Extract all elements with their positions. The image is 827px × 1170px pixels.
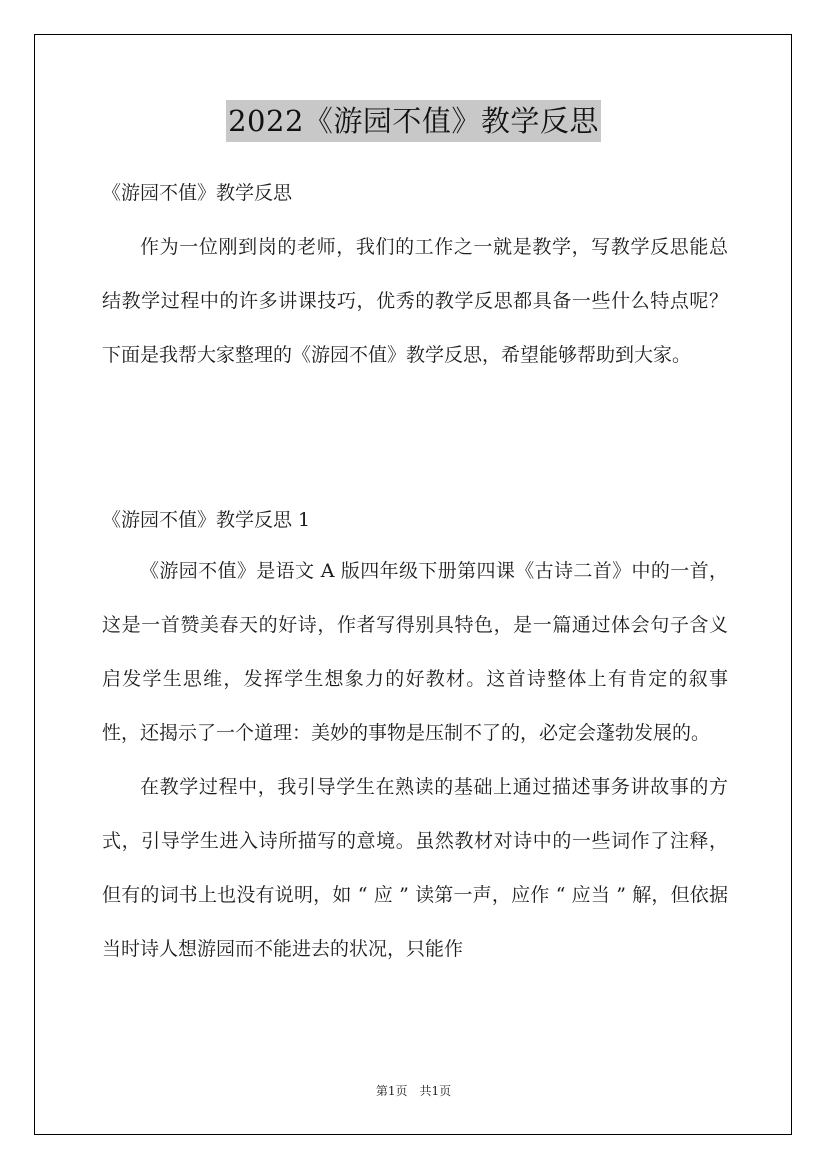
intro-section xyxy=(102,220,728,382)
intro-paragraph: 作为一位刚到岗的老师，我们的工作之一就是教学，写教学反思能总结教学过程中的许多讲课技巧，优秀的教学反思都具备一些什么特点呢？下面是我帮大家整理的《游园不值》教学反思，希望能够帮助到大家。 xyxy=(102,236,728,366)
section1-body xyxy=(102,544,728,976)
title-container xyxy=(0,100,827,142)
section1-paragraph-1: 《游园不值》是语文 A 版四年级下册第四课《古诗二首》中的一首，这是一首赞美春天的好诗，作者写得别具特色，是一篇通过体会句子含义启发学生思维，发挥学生想象力的好教材。这首诗整体上有肯定的叙事性，还揭示了一个道理：美妙的事物是压制不了的，必定会蓬勃发展的。 xyxy=(102,560,728,744)
section1-paragraph-2: 在教学过程中，我引导学生在熟读的基础上通过描述事务讲故事的方式，引导学生进入诗所描写的意境。虽然教材对诗中的一些词作了注释，但有的词书上也没有说明，如 “ 应 ” 读第一声，应作 “ 应当 ” 解，但依据当时诗人想游园而不能进去的状况，只能作 xyxy=(102,776,728,960)
intro-heading: 《游园不值》教学反思 xyxy=(102,182,293,204)
section1-heading: 《游园不值》教学反思 1 xyxy=(102,509,311,531)
page-footer: 第1页 共1页 xyxy=(375,1084,452,1098)
document-title: 2022《游园不值》教学反思 xyxy=(226,100,601,142)
